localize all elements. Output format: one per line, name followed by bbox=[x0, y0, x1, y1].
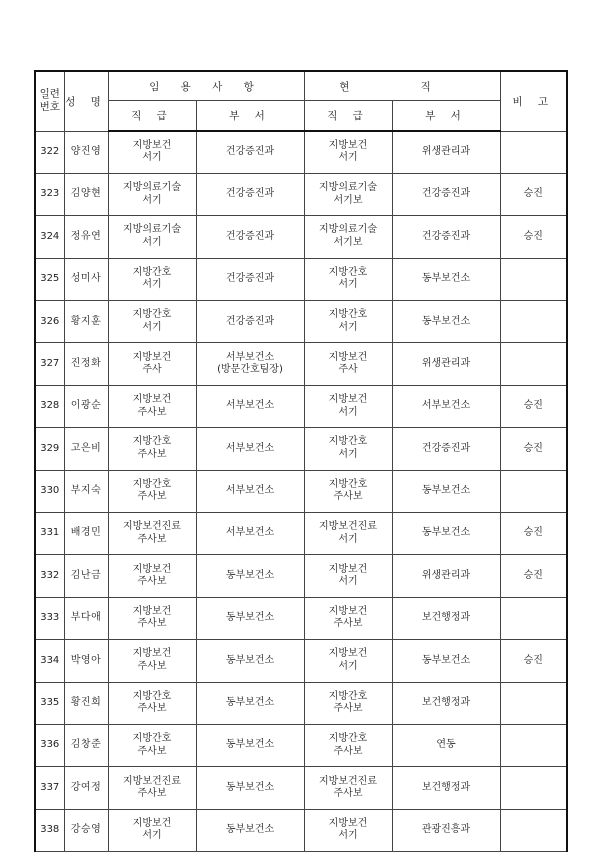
appointment-grade-line: 주사보 bbox=[137, 533, 167, 545]
appointment-dept bbox=[196, 724, 304, 766]
current-grade-line: 지방보건 bbox=[328, 394, 368, 406]
current-grade bbox=[304, 216, 392, 258]
current-grade-line: 지방간호 bbox=[328, 266, 368, 278]
serial-no: 330 bbox=[35, 470, 64, 512]
appointment-grade-line: 주사보 bbox=[137, 618, 167, 630]
person-name: 황지훈 bbox=[64, 301, 108, 343]
current-dept-header: 부 서 bbox=[392, 101, 500, 132]
appointment-grade bbox=[108, 173, 196, 215]
note bbox=[500, 258, 567, 300]
appointment-grade bbox=[108, 428, 196, 470]
current-position-header: 현 직 bbox=[304, 71, 500, 101]
appointment-grade-line: 지방보건 bbox=[132, 563, 172, 575]
current-grade-line: 서기 bbox=[338, 448, 358, 460]
serial-no: 334 bbox=[35, 640, 64, 682]
current-dept-line: 보건행정과 bbox=[421, 612, 471, 624]
serial-no-header-line2: 번호 bbox=[39, 101, 60, 114]
current-grade-line: 지방보건 bbox=[328, 563, 368, 575]
appointment-dept-line: 동부보건소 bbox=[225, 612, 275, 624]
current-grade-line: 지방보건 bbox=[328, 139, 368, 151]
current-dept bbox=[392, 343, 500, 385]
current-dept bbox=[392, 724, 500, 766]
appointment-grade bbox=[108, 301, 196, 343]
appointment-grade-line: 서기 bbox=[142, 194, 162, 206]
appointment-grade bbox=[108, 555, 196, 597]
appointment-dept-line: 동부보건소 bbox=[225, 824, 275, 836]
current-dept-line: 관광진흥과 bbox=[421, 824, 471, 836]
current-grade bbox=[304, 513, 392, 555]
appointment-grade-line: 지방간호 bbox=[132, 478, 172, 490]
appointment-dept-line: 동부보건소 bbox=[225, 697, 275, 709]
current-grade-line: 지방보건 bbox=[328, 648, 368, 660]
appointment-dept bbox=[196, 385, 304, 427]
current-grade-line: 지방의료기술 bbox=[319, 182, 377, 194]
person-name: 양진영 bbox=[64, 131, 108, 173]
current-dept bbox=[392, 682, 500, 724]
current-grade bbox=[304, 640, 392, 682]
appointment-dept bbox=[196, 258, 304, 300]
current-dept-line: 건강증진과 bbox=[421, 442, 471, 454]
appointment-dept bbox=[196, 809, 304, 851]
appointment-grade bbox=[108, 682, 196, 724]
current-dept-line: 연동 bbox=[436, 739, 456, 751]
appointment-dept-line: 건강증진과 bbox=[225, 230, 275, 242]
person-name: 부지숙 bbox=[64, 470, 108, 512]
serial-no: 324 bbox=[35, 216, 64, 258]
appointment-grade-line: 서기 bbox=[142, 321, 162, 333]
appointment-grade-line: 지방간호 bbox=[132, 309, 172, 321]
appointment-grade-line: 주사보 bbox=[137, 745, 167, 757]
appointment-grade-line: 지방보건 bbox=[132, 817, 172, 829]
current-dept bbox=[392, 173, 500, 215]
appointment-grade-line: 지방보건진료 bbox=[123, 775, 181, 787]
current-dept-line: 위생관리과 bbox=[421, 146, 471, 158]
current-dept bbox=[392, 470, 500, 512]
current-dept bbox=[392, 767, 500, 809]
appointment-dept-line: 서부보건소 bbox=[225, 351, 275, 363]
serial-no: 332 bbox=[35, 555, 64, 597]
current-dept-line: 건강증진과 bbox=[421, 230, 471, 242]
appointment-grade bbox=[108, 767, 196, 809]
serial-no: 337 bbox=[35, 767, 64, 809]
table-row bbox=[35, 258, 567, 300]
serial-no: 328 bbox=[35, 385, 64, 427]
current-grade-line: 지방보건 bbox=[328, 605, 368, 617]
current-grade bbox=[304, 258, 392, 300]
current-dept bbox=[392, 131, 500, 173]
current-grade-line: 지방의료기술 bbox=[319, 224, 377, 236]
note bbox=[500, 470, 567, 512]
appointment-dept bbox=[196, 767, 304, 809]
current-grade bbox=[304, 343, 392, 385]
table-row bbox=[35, 682, 567, 724]
appointment-dept bbox=[196, 597, 304, 639]
person-name: 부다애 bbox=[64, 597, 108, 639]
appointment-dept-line: 건강증진과 bbox=[225, 188, 275, 200]
appointment-dept bbox=[196, 513, 304, 555]
note bbox=[500, 682, 567, 724]
person-name: 고은비 bbox=[64, 428, 108, 470]
table-row bbox=[35, 470, 567, 512]
appointment-header: 임 용 사 항 bbox=[108, 71, 304, 101]
appointment-grade-line: 주사보 bbox=[137, 660, 167, 672]
appointment-dept bbox=[196, 343, 304, 385]
serial-no: 322 bbox=[35, 131, 64, 173]
appointment-grade bbox=[108, 343, 196, 385]
appointment-dept-line: 동부보건소 bbox=[225, 781, 275, 793]
person-name: 강승영 bbox=[64, 809, 108, 851]
person-name: 배경민 bbox=[64, 513, 108, 555]
note bbox=[500, 131, 567, 173]
current-dept bbox=[392, 640, 500, 682]
note bbox=[500, 724, 567, 766]
serial-no: 329 bbox=[35, 428, 64, 470]
appointment-dept-line: 건강증진과 bbox=[225, 273, 275, 285]
note: 승진 bbox=[500, 555, 567, 597]
table-row bbox=[35, 597, 567, 639]
serial-no-header-line1: 일련 bbox=[39, 88, 60, 101]
current-dept bbox=[392, 809, 500, 851]
current-dept-line: 동부보건소 bbox=[421, 527, 471, 539]
current-grade bbox=[304, 555, 392, 597]
current-grade-header: 직 급 bbox=[304, 101, 392, 132]
appointment-grade-line: 주사보 bbox=[137, 703, 167, 715]
appointment-grade-line: 지방의료기술 bbox=[123, 224, 181, 236]
current-grade-line: 지방간호 bbox=[328, 309, 368, 321]
current-grade-line: 주사보 bbox=[333, 788, 363, 800]
appointment-dept-line: 건강증진과 bbox=[225, 146, 275, 158]
current-dept-line: 서부보건소 bbox=[421, 400, 471, 412]
person-name: 김창준 bbox=[64, 724, 108, 766]
current-dept-line: 위생관리과 bbox=[421, 569, 471, 581]
current-grade-line: 주사보 bbox=[333, 703, 363, 715]
appointment-table bbox=[34, 70, 568, 852]
current-grade bbox=[304, 809, 392, 851]
appointment-grade bbox=[108, 216, 196, 258]
current-dept-line: 동부보건소 bbox=[421, 654, 471, 666]
appointment-dept bbox=[196, 682, 304, 724]
current-dept bbox=[392, 301, 500, 343]
person-name: 김양현 bbox=[64, 173, 108, 215]
serial-no: 335 bbox=[35, 682, 64, 724]
current-dept bbox=[392, 258, 500, 300]
appointment-grade-line: 서기 bbox=[142, 236, 162, 248]
appointment-grade-line: 지방간호 bbox=[132, 733, 172, 745]
serial-no: 327 bbox=[35, 343, 64, 385]
appointment-dept-line: 동부보건소 bbox=[225, 739, 275, 751]
table-row bbox=[35, 301, 567, 343]
appointment-grade-line: 지방간호 bbox=[132, 690, 172, 702]
appointment-dept bbox=[196, 555, 304, 597]
current-dept bbox=[392, 385, 500, 427]
current-grade-line: 주사보 bbox=[333, 491, 363, 503]
appointment-dept-line: 서부보건소 bbox=[225, 442, 275, 454]
current-grade-line: 지방보건 bbox=[328, 351, 368, 363]
current-dept-line: 건강증진과 bbox=[421, 188, 471, 200]
current-grade-line: 지방간호 bbox=[328, 436, 368, 448]
current-grade bbox=[304, 767, 392, 809]
note bbox=[500, 301, 567, 343]
appointment-dept-line: 동부보건소 bbox=[225, 569, 275, 581]
appointment-dept bbox=[196, 470, 304, 512]
current-grade bbox=[304, 470, 392, 512]
current-dept-line: 동부보건소 bbox=[421, 485, 471, 497]
current-grade-line: 서기 bbox=[338, 152, 358, 164]
note: 승진 bbox=[500, 513, 567, 555]
person-name: 진정화 bbox=[64, 343, 108, 385]
current-dept-line: 동부보건소 bbox=[421, 273, 471, 285]
note-header: 비 고 bbox=[500, 71, 567, 131]
current-grade-line: 지방보건 bbox=[328, 817, 368, 829]
appointment-grade-line: 서기 bbox=[142, 152, 162, 164]
appointment-grade-line: 주사보 bbox=[137, 491, 167, 503]
table-row bbox=[35, 173, 567, 215]
appointment-grade-line: 주사 bbox=[142, 364, 162, 376]
appointment-grade-line: 지방보건진료 bbox=[123, 521, 181, 533]
current-grade-line: 서기보 bbox=[333, 236, 363, 248]
person-name: 이광순 bbox=[64, 385, 108, 427]
appointment-grade-line: 주사보 bbox=[137, 788, 167, 800]
appointment-grade-line: 지방의료기술 bbox=[123, 182, 181, 194]
serial-no: 333 bbox=[35, 597, 64, 639]
serial-no-header bbox=[35, 71, 64, 131]
current-dept-line: 동부보건소 bbox=[421, 315, 471, 327]
appointment-grade-line: 주사보 bbox=[137, 576, 167, 588]
current-dept-line: 보건행정과 bbox=[421, 697, 471, 709]
person-name: 김난금 bbox=[64, 555, 108, 597]
appointment-grade bbox=[108, 470, 196, 512]
note bbox=[500, 809, 567, 851]
current-grade-line: 서기 bbox=[338, 830, 358, 842]
current-grade-line: 서기 bbox=[338, 279, 358, 291]
appointment-grade-line: 주사보 bbox=[137, 448, 167, 460]
appointment-grade-line: 주사보 bbox=[137, 406, 167, 418]
appointment-grade bbox=[108, 724, 196, 766]
appointment-dept bbox=[196, 131, 304, 173]
current-grade-line: 서기 bbox=[338, 660, 358, 672]
appointment-dept bbox=[196, 640, 304, 682]
appointment-grade bbox=[108, 809, 196, 851]
appointment-grade bbox=[108, 640, 196, 682]
current-grade bbox=[304, 385, 392, 427]
appointment-dept-line: 서부보건소 bbox=[225, 400, 275, 412]
serial-no: 326 bbox=[35, 301, 64, 343]
table-row bbox=[35, 555, 567, 597]
note: 승진 bbox=[500, 173, 567, 215]
appointment-grade bbox=[108, 513, 196, 555]
table-header bbox=[35, 71, 567, 131]
current-grade-line: 지방보건진료 bbox=[319, 521, 377, 533]
appointment-grade bbox=[108, 385, 196, 427]
appointment-grade-line: 지방간호 bbox=[132, 436, 172, 448]
serial-no: 325 bbox=[35, 258, 64, 300]
appointment-grade-line: 지방보건 bbox=[132, 139, 172, 151]
current-grade-line: 주사 bbox=[338, 364, 358, 376]
current-grade-line: 서기 bbox=[338, 406, 358, 418]
current-grade-line: 서기 bbox=[338, 576, 358, 588]
current-grade-line: 서기보 bbox=[333, 194, 363, 206]
current-grade-line: 지방간호 bbox=[328, 478, 368, 490]
appointment-grade bbox=[108, 597, 196, 639]
table-row bbox=[35, 767, 567, 809]
appointment-dept bbox=[196, 428, 304, 470]
note: 승진 bbox=[500, 385, 567, 427]
appointment-grade-header: 직 급 bbox=[108, 101, 196, 132]
current-dept-line: 위생관리과 bbox=[421, 357, 471, 369]
current-dept bbox=[392, 597, 500, 639]
serial-no: 331 bbox=[35, 513, 64, 555]
current-grade bbox=[304, 682, 392, 724]
current-grade bbox=[304, 301, 392, 343]
table-row bbox=[35, 385, 567, 427]
appointment-grade-line: 지방간호 bbox=[132, 266, 172, 278]
table-body bbox=[35, 131, 567, 852]
current-grade-line: 지방간호 bbox=[328, 690, 368, 702]
current-dept bbox=[392, 555, 500, 597]
note bbox=[500, 597, 567, 639]
table-row bbox=[35, 724, 567, 766]
appointment-dept-line: 서부보건소 bbox=[225, 485, 275, 497]
appointment-grade-line: 지방보건 bbox=[132, 351, 172, 363]
current-grade bbox=[304, 597, 392, 639]
appointment-grade-line: 서기 bbox=[142, 830, 162, 842]
current-dept bbox=[392, 513, 500, 555]
note bbox=[500, 767, 567, 809]
current-grade-line: 주사보 bbox=[333, 745, 363, 757]
table-row bbox=[35, 513, 567, 555]
appointment-grade-line: 서기 bbox=[142, 279, 162, 291]
appointment-dept-line: (방문간호팀장) bbox=[217, 364, 283, 376]
appointment-dept bbox=[196, 173, 304, 215]
table-row bbox=[35, 809, 567, 851]
note: 승진 bbox=[500, 216, 567, 258]
current-grade-line: 지방보건진료 bbox=[319, 775, 377, 787]
note: 승진 bbox=[500, 428, 567, 470]
current-dept bbox=[392, 216, 500, 258]
current-dept-line: 보건행정과 bbox=[421, 781, 471, 793]
current-grade-line: 지방간호 bbox=[328, 733, 368, 745]
table-row bbox=[35, 428, 567, 470]
current-grade-line: 주사보 bbox=[333, 618, 363, 630]
appointment-dept-header: 부 서 bbox=[196, 101, 304, 132]
appointment-dept-line: 동부보건소 bbox=[225, 654, 275, 666]
person-name: 정유연 bbox=[64, 216, 108, 258]
person-name: 황진희 bbox=[64, 682, 108, 724]
appointment-grade-line: 지방보건 bbox=[132, 648, 172, 660]
name-header: 성 명 bbox=[64, 71, 108, 131]
note: 승진 bbox=[500, 640, 567, 682]
current-grade bbox=[304, 173, 392, 215]
appointment-grade-line: 지방보건 bbox=[132, 394, 172, 406]
appointment-dept bbox=[196, 301, 304, 343]
appointment-grade bbox=[108, 131, 196, 173]
person-name: 강여정 bbox=[64, 767, 108, 809]
appointment-dept-line: 서부보건소 bbox=[225, 527, 275, 539]
current-grade-line: 서기 bbox=[338, 321, 358, 333]
current-grade bbox=[304, 428, 392, 470]
note bbox=[500, 343, 567, 385]
table-row bbox=[35, 216, 567, 258]
table-row bbox=[35, 640, 567, 682]
appointment-grade-line: 지방보건 bbox=[132, 605, 172, 617]
table-row bbox=[35, 343, 567, 385]
person-name: 성미사 bbox=[64, 258, 108, 300]
current-grade bbox=[304, 724, 392, 766]
current-dept bbox=[392, 428, 500, 470]
table-row bbox=[35, 131, 567, 173]
person-name: 박영아 bbox=[64, 640, 108, 682]
appointment-dept-line: 건강증진과 bbox=[225, 315, 275, 327]
current-grade-line: 서기 bbox=[338, 533, 358, 545]
serial-no: 323 bbox=[35, 173, 64, 215]
serial-no: 338 bbox=[35, 809, 64, 851]
serial-no: 336 bbox=[35, 724, 64, 766]
current-grade bbox=[304, 131, 392, 173]
appointment-dept bbox=[196, 216, 304, 258]
appointment-grade bbox=[108, 258, 196, 300]
